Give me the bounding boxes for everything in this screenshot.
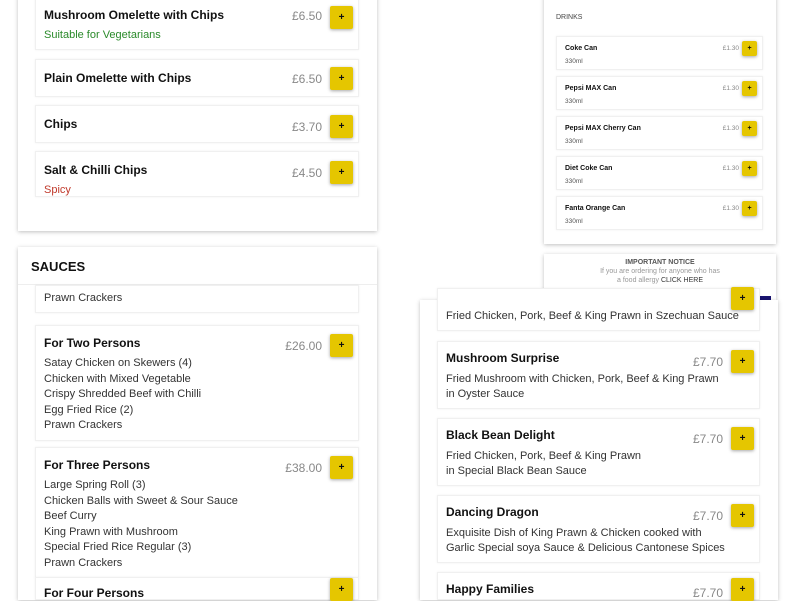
menu-item: [437, 341, 760, 409]
item-name: Plain Omelette with Chips: [44, 71, 192, 85]
drink-name: Pepsi MAX Cherry Can: [565, 125, 641, 132]
item-price: £6.50: [291, 72, 322, 86]
drink-name: Pepsi MAX Can: [565, 85, 617, 92]
menu-item: [35, 577, 359, 600]
drink-price: £1.30: [722, 205, 739, 212]
item-desc: Prawn Crackers: [44, 292, 123, 304]
item-name: Happy Families: [446, 582, 535, 596]
drinks-title: DRINKS: [556, 14, 583, 21]
item-name: For Two Persons: [44, 336, 141, 350]
item-name: For Four Persons: [44, 586, 145, 600]
menu-item: [35, 325, 359, 441]
item-name: Chips: [44, 117, 78, 131]
add-button[interactable]: +: [330, 115, 353, 138]
drink-size: 330ml: [565, 138, 583, 145]
menu-item: [437, 418, 760, 486]
drink-size: 330ml: [565, 178, 583, 185]
menu-item: [437, 288, 760, 331]
item-desc-line: Garlic Special soya Sauce & Delicious Cantonese Spices: [446, 542, 725, 554]
allergy-link[interactable]: CLICK HERE: [660, 277, 703, 284]
item-desc-line: Special Fried Rice Regular (3): [44, 541, 192, 553]
drink-price: £1.30: [722, 165, 739, 172]
section-title: SAUCES: [18, 247, 377, 285]
item-name: Mushroom Surprise: [446, 351, 560, 365]
add-button[interactable]: +: [742, 121, 757, 136]
add-button[interactable]: +: [330, 67, 353, 90]
item-name: Black Bean Delight: [446, 428, 555, 442]
add-button[interactable]: +: [330, 456, 353, 479]
add-button[interactable]: +: [330, 334, 353, 357]
drink-size: 330ml: [565, 58, 583, 65]
drinks-panel: [544, 0, 776, 244]
menu-item: [35, 0, 359, 50]
item-desc-line: Exquisite Dish of King Prawn & Chicken cooked with: [446, 527, 702, 539]
drink-price: £1.30: [722, 45, 739, 52]
add-button[interactable]: +: [330, 161, 353, 184]
add-button[interactable]: +: [330, 578, 353, 601]
notice-line2: a food allergy: [617, 277, 660, 284]
item-desc-line: Fried Mushroom with Chicken, Pork, Beef & King Prawn: [446, 373, 719, 385]
add-button[interactable]: +: [731, 504, 754, 527]
spicy-label: Spicy: [44, 184, 71, 196]
item-price: £3.70: [291, 120, 322, 134]
item-desc-line: Satay Chicken on Skewers (4): [44, 357, 192, 369]
add-button[interactable]: +: [330, 6, 353, 29]
notice-title: IMPORTANT NOTICE: [625, 259, 695, 266]
drink-price: £1.30: [722, 125, 739, 132]
drink-price: £1.30: [722, 85, 739, 92]
item-desc: Fried Chicken, Pork, Beef & King Prawn in Szechuan Sauce: [446, 310, 739, 322]
sauces-panel: [18, 247, 377, 600]
vegetarian-label: Suitable for Vegetarians: [44, 29, 161, 41]
item-desc-line: King Prawn with Mushroom: [44, 525, 178, 538]
item-desc-line: in Oyster Sauce: [446, 388, 525, 400]
add-button[interactable]: +: [731, 287, 754, 310]
add-button[interactable]: +: [742, 41, 757, 56]
menu-item: [35, 59, 359, 97]
add-button[interactable]: +: [742, 81, 757, 96]
item-desc-line: Prawn Crackers: [44, 556, 123, 569]
menu-item: [35, 151, 359, 197]
sides-panel: [18, 0, 377, 231]
add-button[interactable]: +: [742, 161, 757, 176]
item-price: £7.70: [692, 355, 723, 369]
menu-item: [35, 285, 359, 313]
item-name: Dancing Dragon: [446, 505, 539, 519]
drink-size: 330ml: [565, 98, 583, 105]
item-price: £7.70: [692, 509, 723, 523]
notice-line1: If you are ordering for anyone who has: [600, 268, 720, 275]
drink-name: Fanta Orange Can: [565, 205, 626, 212]
add-button[interactable]: +: [731, 578, 754, 601]
item-desc-line: Egg Fried Rice (2): [44, 403, 134, 416]
add-button[interactable]: +: [742, 201, 757, 216]
item-desc-line: Fried Chicken, Pork, Beef & King Prawn: [446, 450, 642, 462]
drink-size: 330ml: [565, 218, 583, 225]
add-button[interactable]: +: [731, 350, 754, 373]
drink-name: Diet Coke Can: [565, 165, 613, 172]
drink-item: [556, 116, 763, 150]
drink-item: [556, 196, 763, 230]
item-desc-line: Chicken Balls with Sweet & Sour Sauce: [44, 494, 238, 507]
drink-item: [556, 36, 763, 70]
menu-item: [35, 447, 359, 578]
item-desc-line: Chicken with Mixed Vegetable: [44, 372, 191, 385]
menu-item: [437, 572, 760, 600]
item-price: £6.50: [291, 9, 322, 23]
item-desc-line: Prawn Crackers: [44, 419, 123, 431]
item-desc-line: Large Spring Roll (3): [44, 479, 146, 491]
item-price: £7.70: [692, 586, 723, 600]
item-price: £38.00: [285, 461, 322, 475]
main-menu-panel: [420, 293, 778, 600]
item-name: Mushroom Omelette with Chips: [44, 8, 225, 22]
add-button[interactable]: +: [731, 427, 754, 450]
item-price: £26.00: [285, 339, 322, 353]
item-price: £4.50: [291, 166, 322, 180]
item-price: £7.70: [692, 432, 723, 446]
item-name: Salt & Chilli Chips: [44, 163, 148, 177]
menu-item: [437, 495, 760, 563]
drink-item: [556, 156, 763, 190]
item-desc-line: Beef Curry: [44, 510, 97, 522]
menu-item: [35, 105, 359, 143]
item-name: For Three Persons: [44, 458, 151, 472]
drink-name: Coke Can: [565, 45, 598, 52]
item-desc-line: in Special Black Bean Sauce: [446, 465, 587, 477]
drink-item: [556, 76, 763, 110]
item-desc-line: Crispy Shredded Beef with Chilli: [44, 388, 202, 400]
